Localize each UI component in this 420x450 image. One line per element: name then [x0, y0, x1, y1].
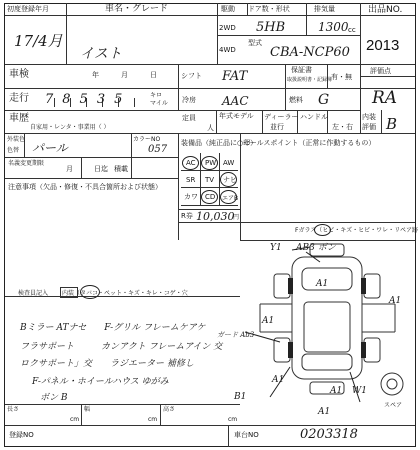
rule [306, 3, 307, 35]
car-diagram [240, 242, 415, 410]
r-key-value: 10,030 [196, 210, 235, 223]
rule [285, 64, 286, 110]
rule [131, 157, 132, 178]
damage-mark-guard: ガード Ab3 [217, 331, 255, 339]
circle-mark [220, 190, 237, 204]
rule [5, 64, 415, 65]
rule [5, 133, 415, 134]
r-key-unit: 円 [233, 214, 240, 221]
equip-leather: カワ [184, 193, 198, 201]
length-unit: cm [70, 416, 80, 423]
damage-mark-b1: B1 [234, 392, 247, 402]
transfer-month: 月 [66, 165, 73, 173]
rule [360, 3, 361, 64]
remark-line: ロクサポート」交 ラジエーター 補修し [20, 359, 194, 369]
interior-score: B [386, 115, 398, 133]
rule [228, 425, 229, 447]
spare-tire-label: スペア [384, 402, 403, 409]
circle-mark [201, 156, 218, 170]
rule [81, 157, 82, 178]
displacement-label: 排気量 [314, 5, 335, 13]
notes-title: 注意事項（欠品・修復・不具合箇所および状態） [8, 183, 162, 191]
cc-unit: cc [348, 26, 356, 34]
interior-box [60, 287, 78, 298]
remark-line: Bミラー ATナセ F-グリル フレームケアケ [20, 323, 206, 333]
rule [5, 178, 178, 179]
option-4wd: 4WD [219, 46, 236, 54]
rule [5, 425, 415, 426]
evaluation-score: RA [372, 88, 398, 108]
frame-no-label: 車台NO [234, 431, 259, 439]
history-label: 車歴 [9, 113, 29, 124]
rule [360, 110, 361, 133]
rule [5, 88, 415, 89]
rule [217, 35, 360, 36]
rule [216, 110, 217, 133]
name-grade-label: 車名・グレード [105, 4, 169, 14]
shaken-label: 車検 [9, 69, 29, 80]
rule [160, 404, 161, 425]
shaken-year: 年 [92, 71, 99, 79]
shift-value: FAT [222, 69, 248, 84]
equip-aw: AW [223, 159, 235, 167]
warranty-sub: 取扱説明書・記録簿 [287, 77, 333, 83]
circle-mark [220, 172, 237, 187]
lot-number: 2013 [366, 37, 400, 54]
damage-mark-ab3: AB3 ボン [296, 243, 336, 253]
height-unit: cm [228, 416, 238, 423]
damage-mark-a1: A1 [318, 407, 331, 417]
capacity-label: 定員 [182, 114, 196, 122]
rule [262, 110, 263, 133]
car-name-value: イスト [80, 46, 122, 62]
interior-label: 内装 [362, 113, 376, 121]
doors-label: ドア数・形状 [248, 5, 290, 13]
deposit-label: 積載 [114, 165, 128, 173]
shaken-day: 日 [150, 71, 157, 79]
fuel-value: G [318, 92, 330, 108]
equip-navi: ナビ [223, 176, 237, 184]
model-label: 型式 [248, 39, 262, 47]
glass-damage-bar: Fガラス（ヒビ・キズ・ヒビ・ワレ・リペア跡 [295, 227, 419, 234]
shift-label: シフト [181, 72, 202, 80]
rule [360, 64, 361, 110]
parallel-label: 並行 [270, 123, 284, 131]
rule [81, 404, 82, 425]
rule [178, 133, 179, 240]
equip-pw: PW [205, 159, 217, 167]
ac-label: 冷房 [182, 96, 196, 104]
history-sub: 自家用・レンタ・事業用（ ） [30, 124, 110, 131]
handle-options: 左・右 [332, 123, 353, 131]
rule [240, 133, 241, 240]
remark-line: F-パネル・ホイールハウス ゆがみ [32, 377, 169, 387]
transfer-label: 名義変更期限 [8, 160, 45, 167]
displacement-value: 1300 [318, 20, 349, 34]
equip-ac: AC [186, 159, 196, 167]
rule [360, 76, 415, 77]
damage-mark-a1: A1 [389, 296, 402, 306]
dealer-label: ディーラー [264, 113, 299, 121]
length-label: 長さ [7, 406, 20, 413]
drive-label: 駆動 [221, 5, 235, 13]
interior-sub: 評価 [362, 123, 376, 131]
color-no-value: 057 [148, 144, 168, 155]
r-key-label: R券 [181, 212, 193, 220]
frame-no-value: 0203318 [300, 427, 358, 442]
inspector-label: 検査員記入 [18, 290, 49, 297]
color-value: パール [32, 141, 68, 155]
first-registration-label: 初度登録年月 [7, 5, 49, 13]
circle-mark [80, 285, 100, 299]
sales-point-title: セールスポイント（正常に作動するもの） [243, 139, 376, 147]
damage-mark-a1: A1 [262, 316, 275, 326]
rule [5, 15, 247, 16]
equip-airbag: エアB [222, 195, 239, 202]
evaluation-label: 評価点 [370, 67, 391, 75]
ac-value: AAC [222, 94, 249, 108]
rule [5, 110, 360, 111]
model-value: CBA-NCP60 [270, 45, 350, 60]
transfer-day: 日迄 [94, 165, 108, 173]
rule [131, 133, 132, 157]
color-label: 外装色 [7, 136, 26, 143]
mileage-value: 78535 [45, 92, 132, 107]
inspector-options: 内装（タバコ・ペット・キズ・キレ・コゲ・穴 [62, 290, 188, 297]
year-model-label: 年式モデル [219, 112, 254, 120]
rule [381, 110, 382, 133]
first-registration-value: 17/4月 [14, 32, 63, 50]
rule [5, 157, 178, 158]
height-label: 高さ [163, 406, 176, 413]
remark-line: フラサポート カンアクト フレームアイン 交 [20, 342, 223, 352]
color-change-label: 色替 [7, 147, 20, 154]
rule [178, 222, 415, 223]
circle-mark [201, 190, 218, 204]
rule [217, 3, 218, 64]
registration-no-label: 登録NO [9, 431, 34, 439]
rule [178, 64, 179, 110]
damage-mark-a1: A1 [330, 386, 343, 396]
capacity-unit: 人 [207, 124, 214, 132]
mileage-label: 走行 [9, 93, 29, 104]
width-label: 幅 [84, 406, 91, 413]
equip-cd: CD [205, 193, 216, 201]
width-unit: cm [148, 416, 158, 423]
damage-mark-a1: A1 [316, 279, 329, 289]
handle-label: ハンドル [300, 113, 328, 121]
circle-mark [182, 156, 199, 170]
shaken-month: 月 [121, 71, 128, 79]
color-no-label: カラーNO [133, 136, 161, 143]
lot-label: 出品NO. [368, 5, 403, 15]
damage-mark-a1: A1 [272, 375, 285, 385]
option-2wd: 2WD [219, 24, 236, 32]
rule [247, 15, 415, 16]
warranty-label: 保証書 [291, 66, 312, 74]
circle-mark [314, 224, 331, 236]
rule [66, 3, 67, 64]
equip-tv: TV [205, 176, 215, 184]
damage-mark-w1: W1 [352, 386, 367, 396]
rule [327, 64, 328, 88]
mileage-unit-mile: マイル [150, 100, 168, 107]
equipment-title: 装備品（純正品に○印） [181, 139, 258, 147]
damage-mark-y1: Y1 [270, 243, 282, 253]
equip-sr: SR [186, 176, 196, 184]
fuel-label: 燃料 [289, 96, 303, 104]
doors-value: 5HB [256, 20, 286, 35]
warranty-options: 有・無 [331, 73, 352, 81]
remark-line: ボン B [40, 393, 68, 403]
rule [5, 404, 240, 405]
mileage-unit-km: キロ [150, 92, 163, 99]
